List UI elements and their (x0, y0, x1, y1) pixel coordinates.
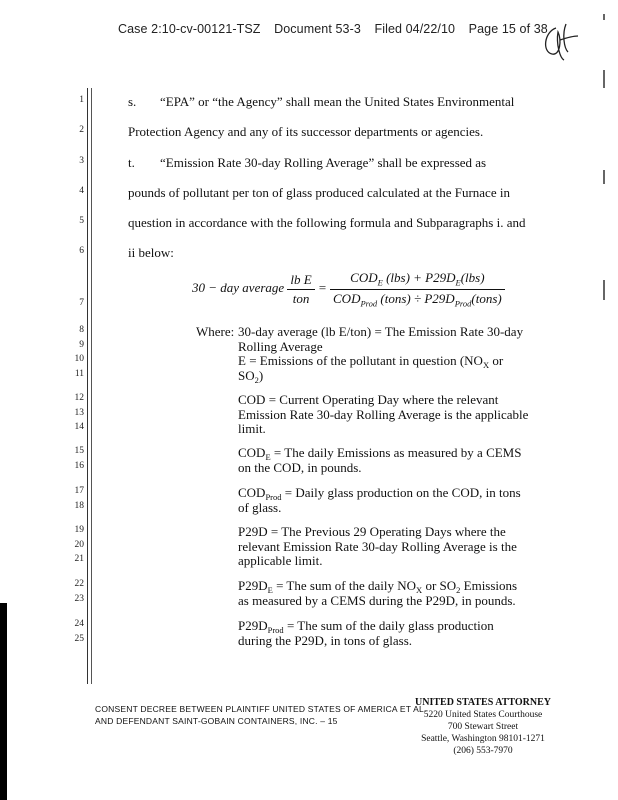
body-line: question in accordance with the following formula and Subparagraphs i. and (128, 215, 526, 230)
line-number: 10 (74, 354, 84, 364)
def-p29d-prod: $P29D_{Prod}$ = The sum of the daily glass production (238, 618, 494, 635)
line-number: 25 (74, 634, 84, 644)
line-number: 14 (74, 422, 84, 432)
scan-edge-bar (0, 603, 7, 800)
def-line: Rolling Average (238, 339, 323, 354)
line-number: 13 (74, 408, 84, 418)
footer-caption: CONSENT DECREE BETWEEN PLAINTIFF UNITED STATES OF AMERICA ET AL. AND DEFENDANT SAINT-GOBAIN CONTAINERS, INC. – 15 (95, 704, 427, 726)
address-line: Seattle, Washington 98101-1271 (421, 734, 545, 744)
line-number: 7 (79, 298, 84, 308)
case-number: Case 2:10-cv-00121-TSZ (118, 22, 261, 36)
address-line: 5220 United States Courthouse (423, 710, 543, 720)
case-header (118, 22, 558, 36)
def-cod-prod: $COD_{Prod}$ = Daily glass production on the COD, in tons (238, 485, 521, 502)
def-p29d: P29D = The Previous 29 Operating Days where the (238, 524, 506, 539)
formula-numerator: $COD_E$ $(lbs) + P29D_E(lbs)$ (330, 270, 505, 290)
page-indicator: Page 15 of 38 (468, 22, 548, 36)
def-line: of glass. (238, 500, 282, 515)
formula-rhs-fraction (330, 270, 505, 308)
document-number: Document 53-3 (274, 22, 361, 36)
line-number: 19 (74, 525, 84, 535)
item-marker-t: t. (128, 155, 135, 170)
line-number: 1 (79, 95, 84, 105)
attorney-office: UNITED STATES ATTORNEY (415, 697, 551, 708)
filed-date: Filed 04/22/10 (374, 22, 456, 36)
margin-rule (87, 88, 88, 684)
def-line: during the P29D, in tons of glass. (238, 633, 413, 648)
handwritten-initials (538, 18, 582, 62)
line-number: 21 (74, 554, 84, 564)
def-cod-e: $COD_E$ = The daily Emissions as measured by a CEMS (238, 445, 522, 462)
scan-artifact (603, 14, 605, 20)
formula-lhs-fraction: $\frac{\text{lb E}}{\text{ton}}$ (287, 272, 314, 307)
def-emissions: E = Emissions of the pollutant in question ($NO_X$ or (238, 353, 504, 370)
item-marker-s: s. (128, 94, 137, 109)
line-number: 23 (74, 594, 84, 604)
def-line: limit. (238, 421, 266, 436)
scan-artifact (603, 280, 605, 300)
def-line: on the COD, in pounds. (238, 460, 362, 475)
body-line: pounds of pollutant per ton of glass produced calculated at the Furnace in (128, 185, 510, 200)
line-number: 8 (79, 325, 84, 335)
scan-artifact (603, 70, 605, 88)
line-number: 22 (74, 579, 84, 589)
def-cod: COD = Current Operating Day where the relevant (238, 392, 499, 407)
line-number: 11 (74, 369, 84, 379)
line-number: 18 (74, 501, 84, 511)
where-label: Where: (196, 324, 235, 339)
address-line: 700 Stewart Street (447, 722, 519, 732)
body-line: Protection Agency and any of its successor departments or agencies. (128, 124, 484, 139)
line-number: 16 (74, 461, 84, 471)
def-line: $SO_2$) (238, 368, 264, 385)
line-number: 4 (79, 186, 84, 196)
formula-lhs: 30 − day average (192, 280, 285, 296)
line-number: 15 (74, 446, 84, 456)
formula-equals: = (317, 280, 327, 296)
body-line: ii below: (128, 245, 174, 260)
phone-number: (206) 553-7970 (453, 746, 513, 756)
line-number: 20 (74, 540, 84, 550)
def-line: as measured by a CEMS during the P29D, in pounds. (238, 593, 516, 608)
line-number: 6 (79, 246, 84, 256)
definition-epa: “EPA” or “the Agency” shall mean the United States Environmental (160, 94, 515, 109)
line-number: 24 (74, 619, 84, 629)
def-30-day-average: 30-day average (lb E/ton) = The Emission Rate 30-day (238, 324, 524, 339)
def-line: applicable limit. (238, 553, 323, 568)
formula-denominator: $COD_{Prod}$ (tons) ÷ $P29D_{Prod}(tons)$ (333, 290, 502, 309)
definition-emission-rate: “Emission Rate 30-day Rolling Average” shall be expressed as (160, 155, 487, 170)
scan-artifact (603, 170, 605, 184)
line-number: 2 (79, 125, 84, 135)
def-line: relevant Emission Rate 30-day Rolling Average is the (238, 539, 517, 554)
emission-rate-formula (192, 270, 505, 308)
def-line: Emission Rate 30-day Rolling Average is the applicable (238, 407, 529, 422)
footer-attorney-address (408, 697, 558, 757)
line-number: 5 (79, 216, 84, 226)
line-number: 3 (79, 156, 84, 166)
margin-rule (91, 88, 92, 684)
line-number: 12 (74, 393, 84, 403)
line-number: 17 (74, 486, 84, 496)
def-p29d-e: $P29D_E$ = The sum of the daily $NO_X$ or $SO_2$ Emissions (238, 578, 518, 595)
line-number: 9 (79, 340, 84, 350)
